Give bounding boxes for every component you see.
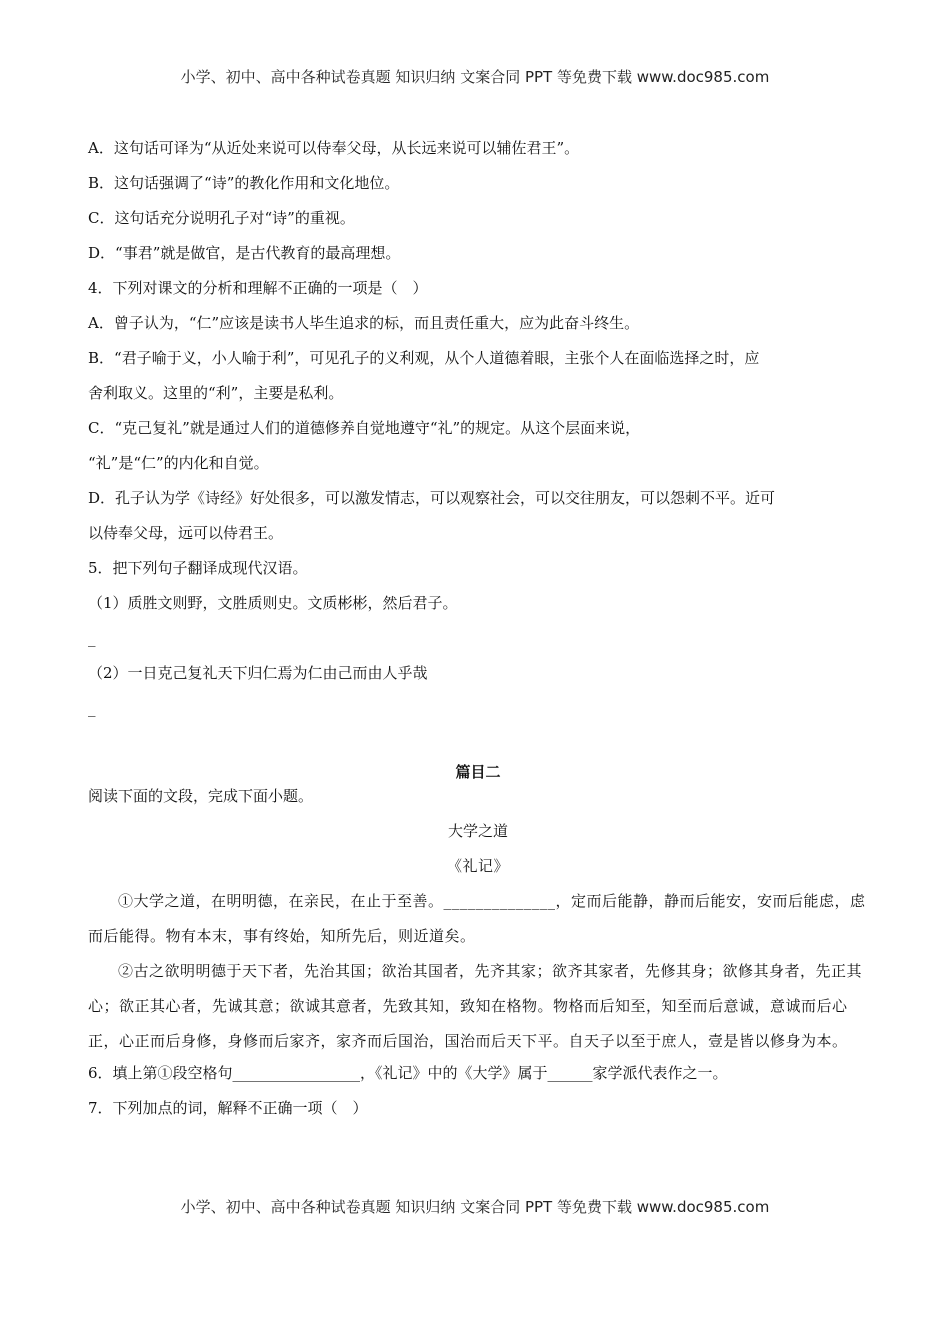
page-header: 小学、初中、高中各种试卷真题 知识归纳 文案合同 PPT 等免费下载 www.doc985.com (180, 68, 770, 86)
q4-option-b-line2: 舍利取义。这里的“利”，主要是私利。 (88, 384, 344, 402)
passage-title: 大学之道 (447, 822, 508, 840)
q5-answer-blank-1[interactable]: _ (88, 629, 96, 647)
section-title: 篇目二 (455, 763, 501, 781)
q5-sentence-1: （1）质胜文则野，文胜质则史。文质彬彬，然后君子。 (88, 594, 458, 612)
q4-option-c-line1: C．“克己复礼”就是通过人们的道德修养自觉地遵守“礼”的规定。从这个层面来说， (88, 419, 641, 437)
q3-option-d: D．“事君”就是做官，是古代教育的最高理想。 (88, 244, 401, 262)
document-body (88, 138, 868, 1118)
passage-paragraph-1: ①大学之道，在明明德，在亲民，在止于至善。______________，定而后能静，静而后能安，安而后能虑，虑而后能得。物有本末，事有终始，知所先后，则近道矣。 (88, 892, 866, 945)
q6-fill-blank: 6．填上第①段空格句_________________，《礼记》中的《大学》属于______家学派代表作之一。 (88, 1064, 728, 1082)
reading-instruction: 阅读下面的文段，完成下面小题。 (88, 787, 314, 805)
q5-sentence-2: （2）一日克己复礼天下归仁焉为仁由己而由人乎哉 (88, 664, 428, 682)
q3-option-c: C．这句话充分说明孔子对“诗”的重视。 (88, 209, 355, 227)
q4-option-d-line2: 以侍奉父母，远可以侍君王。 (88, 524, 284, 542)
q4-stem: 4．下列对课文的分析和理解不正确的一项是（ ） (88, 279, 428, 297)
passage-source: 《礼记》 (446, 857, 509, 875)
q7-stem: 7．下列加点的词，解释不正确一项（ ） (88, 1099, 368, 1117)
q3-option-b: B．这句话强调了“诗”的教化作用和文化地位。 (88, 174, 400, 192)
q4-option-b-line1: B．“君子喻于义，小人喻于利”，可见孔子的义利观，从个人道德着眼，主张个人在面临选择之时，应 (88, 349, 760, 367)
passage-paragraph-2: ②古之欲明明德于天下者，先治其国；欲治其国者，先齐其家；欲齐其家者，先修其身；欲修其身者，先正其心；欲正其心者，先诚其意；欲诚其意者，先致其知，致知在格物。物格而后知至，知至而后意诚，意诚而后心正，心正而后身修，身修而后家齐，家齐而后国治，国治而后天下平。自天子以至于庶人，壹是皆以修身为本。 (88, 962, 863, 1050)
q5-answer-blank-2[interactable]: _ (88, 699, 96, 717)
page-footer: 小学、初中、高中各种试卷真题 知识归纳 文案合同 PPT 等免费下载 www.doc985.com (180, 1198, 770, 1216)
q3-option-a: A．这句话可译为“从近处来说可以侍奉父母，从长远来说可以辅佐君王”。 (88, 139, 580, 157)
q4-option-d-line1: D．孔子认为学《诗经》好处很多，可以激发情志，可以观察社会，可以交往朋友，可以怨刺不平。近可 (88, 489, 776, 507)
q4-option-c-line2: “礼”是“仁”的内化和自觉。 (88, 454, 269, 472)
q5-stem: 5．把下列句子翻译成现代汉语。 (88, 559, 308, 577)
q4-option-a: A．曾子认为，“仁”应该是读书人毕生追求的标，而且责任重大，应为此奋斗终生。 (88, 314, 640, 332)
